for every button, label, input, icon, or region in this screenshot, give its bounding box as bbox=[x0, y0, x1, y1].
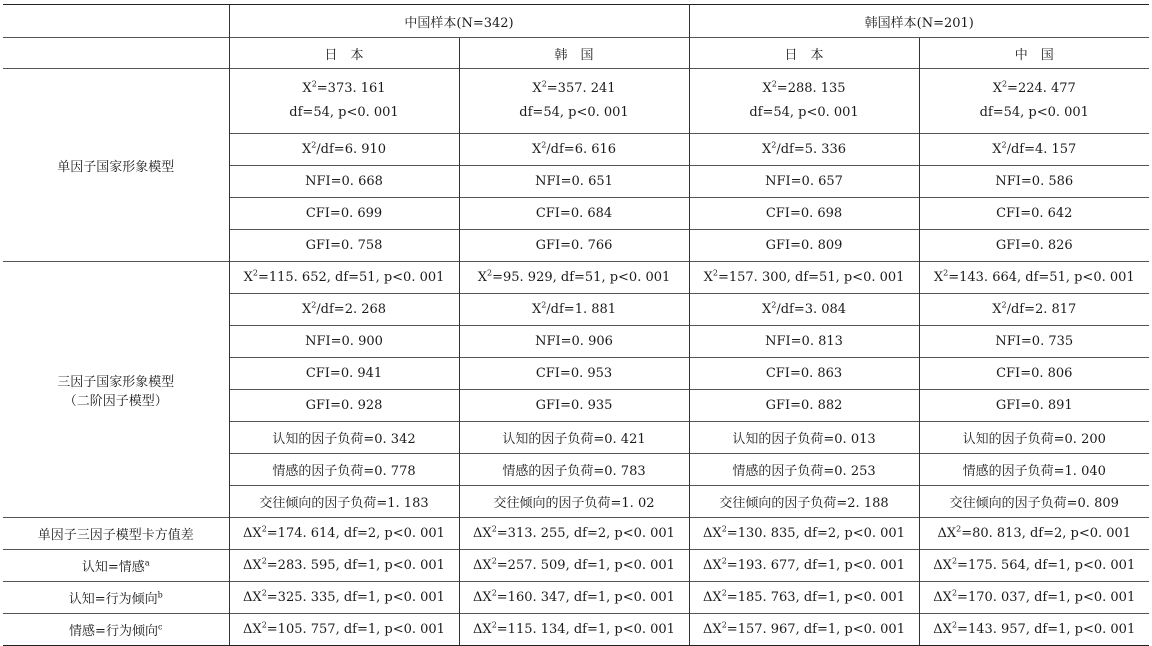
stat-cell: $\Delta X^2=170$. 037, df=1, p<0. 001 bbox=[919, 582, 1149, 614]
stat-cell: $\Delta X^2=257$. 509, df=1, p<0. 001 bbox=[459, 550, 689, 582]
stat-cell: $X^2=357$. 241 df=54, p<0. 001 bbox=[459, 69, 689, 134]
header-target: 中 国 bbox=[919, 38, 1149, 69]
stat-cell: $X^2/df=2$. 268 bbox=[229, 294, 459, 326]
stat-cell: $X^2/df=3$. 084 bbox=[689, 294, 919, 326]
stat-cell: $\Delta X^2=130$. 835, df=2, p<0. 001 bbox=[689, 518, 919, 550]
stat-cell: GFI=0. 758 bbox=[229, 230, 459, 262]
stat-cell: $X^2/df=1$. 881 bbox=[459, 294, 689, 326]
stat-cell: NFI=0. 651 bbox=[459, 166, 689, 198]
comparison-row bbox=[3, 550, 1149, 582]
stat-cell: $X^2=288$. 135 df=54, p<0. 001 bbox=[689, 69, 919, 134]
header-target: 日 本 bbox=[689, 38, 919, 69]
stat-cell: CFI=0. 806 bbox=[919, 358, 1149, 390]
stat-cell: $X^2=157$. 300, df=51, p<0. 001 bbox=[689, 262, 919, 294]
stat-cell: GFI=0. 928 bbox=[229, 390, 459, 422]
stat-cell: $\Delta X^2=313$. 255, df=2, p<0. 001 bbox=[459, 518, 689, 550]
stat-cell: $\Delta X^2=157$. 967, df=1, p<0. 001 bbox=[689, 614, 919, 646]
stat-cell: $X^2=224$. 477 df=54, p<0. 001 bbox=[919, 69, 1149, 134]
stat-cell: GFI=0. 882 bbox=[689, 390, 919, 422]
header-corner bbox=[3, 5, 229, 38]
header-row-samples bbox=[3, 5, 1149, 38]
comparison-label: 认知=情感$^a$ bbox=[3, 550, 229, 582]
stat-cell: GFI=0. 935 bbox=[459, 390, 689, 422]
stat-cell: $X^2/df=2$. 817 bbox=[919, 294, 1149, 326]
stat-cell: NFI=0. 735 bbox=[919, 326, 1149, 358]
stat-cell: $X^2=95$. 929, df=51, p<0. 001 bbox=[459, 262, 689, 294]
stat-cell: CFI=0. 698 bbox=[689, 198, 919, 230]
fit-comparison-table bbox=[3, 4, 1149, 646]
stat-cell: $\Delta X^2=174$. 614, df=2, p<0. 001 bbox=[229, 518, 459, 550]
stat-cell: NFI=0. 586 bbox=[919, 166, 1149, 198]
stat-cell: GFI=0. 826 bbox=[919, 230, 1149, 262]
stat-cell: 情感的因子负荷=1. 040 bbox=[919, 454, 1149, 486]
stat-cell: GFI=0. 891 bbox=[919, 390, 1149, 422]
stat-cell: NFI=0. 900 bbox=[229, 326, 459, 358]
header-china-sample: 中国样本(N=342) bbox=[229, 5, 689, 38]
stat-cell: 交往倾向的因子负荷=1. 183 bbox=[229, 486, 459, 518]
stat-cell: 认知的因子负荷=0. 421 bbox=[459, 422, 689, 454]
single-chisq-row bbox=[3, 69, 1149, 134]
stat-cell: 交往倾向的因子负荷=1. 02 bbox=[459, 486, 689, 518]
stat-cell: $\Delta X^2=193$. 677, df=1, p<0. 001 bbox=[689, 550, 919, 582]
stat-cell: 情感的因子负荷=0. 778 bbox=[229, 454, 459, 486]
stat-cell: NFI=0. 813 bbox=[689, 326, 919, 358]
stat-cell: $X^2=115$. 652, df=51, p<0. 001 bbox=[229, 262, 459, 294]
stat-cell: 认知的因子负荷=0. 200 bbox=[919, 422, 1149, 454]
stat-cell: GFI=0. 809 bbox=[689, 230, 919, 262]
stat-cell: NFI=0. 906 bbox=[459, 326, 689, 358]
stat-cell: 交往倾向的因子负荷=2. 188 bbox=[689, 486, 919, 518]
stat-cell: $\Delta X^2=175$. 564, df=1, p<0. 001 bbox=[919, 550, 1149, 582]
stat-cell: $X^2/df=5$. 336 bbox=[689, 134, 919, 166]
stat-cell: $X^2=373$. 161 df=54, p<0. 001 bbox=[229, 69, 459, 134]
stat-cell: CFI=0. 941 bbox=[229, 358, 459, 390]
stat-cell: $X^2/df=6$. 616 bbox=[459, 134, 689, 166]
header-target: 日 本 bbox=[229, 38, 459, 69]
stat-cell: 情感的因子负荷=0. 253 bbox=[689, 454, 919, 486]
stat-cell: $\Delta X^2=80$. 813, df=2, p<0. 001 bbox=[919, 518, 1149, 550]
stat-cell: CFI=0. 642 bbox=[919, 198, 1149, 230]
comparison-label: 单因子三因子模型卡方值差 bbox=[3, 518, 229, 550]
stat-cell: $\Delta X^2=115$. 134, df=1, p<0. 001 bbox=[459, 614, 689, 646]
stat-cell: 交往倾向的因子负荷=0. 809 bbox=[919, 486, 1149, 518]
stat-cell: CFI=0. 953 bbox=[459, 358, 689, 390]
single-factor-model-label: 单因子国家形象模型 bbox=[3, 69, 229, 262]
stat-cell: $X^2=143$. 664, df=51, p<0. 001 bbox=[919, 262, 1149, 294]
stat-cell: $\Delta X^2=105$. 757, df=1, p<0. 001 bbox=[229, 614, 459, 646]
stat-cell: $X^2/df=4$. 157 bbox=[919, 134, 1149, 166]
stat-cell: $\Delta X^2=185$. 763, df=1, p<0. 001 bbox=[689, 582, 919, 614]
comparison-row bbox=[3, 518, 1149, 550]
stat-cell: 认知的因子负荷=0. 013 bbox=[689, 422, 919, 454]
comparison-label: 情感=行为倾向$^c$ bbox=[3, 614, 229, 646]
stat-cell: NFI=0. 657 bbox=[689, 166, 919, 198]
comparison-label: 认知=行为倾向$^b$ bbox=[3, 582, 229, 614]
header-row-targets bbox=[3, 38, 1149, 69]
stat-cell: $\Delta X^2=325$. 335, df=1, p<0. 001 bbox=[229, 582, 459, 614]
header-target: 韩 国 bbox=[459, 38, 689, 69]
header-corner-2 bbox=[3, 38, 229, 69]
three-chisq-row bbox=[3, 262, 1149, 294]
stat-cell: 情感的因子负荷=0. 783 bbox=[459, 454, 689, 486]
stat-cell: $X^2/df=6$. 910 bbox=[229, 134, 459, 166]
stat-cell: GFI=0. 766 bbox=[459, 230, 689, 262]
comparison-row bbox=[3, 582, 1149, 614]
stat-cell: $\Delta X^2=160$. 347, df=1, p<0. 001 bbox=[459, 582, 689, 614]
stat-cell: NFI=0. 668 bbox=[229, 166, 459, 198]
stat-cell: CFI=0. 863 bbox=[689, 358, 919, 390]
three-factor-model-label: 三因子国家形象模型 （二阶因子模型） bbox=[3, 262, 229, 518]
stat-cell: $\Delta X^2=143$. 957, df=1, p<0. 001 bbox=[919, 614, 1149, 646]
stat-cell: $\Delta X^2=283$. 595, df=1, p<0. 001 bbox=[229, 550, 459, 582]
stat-cell: CFI=0. 684 bbox=[459, 198, 689, 230]
stat-cell: CFI=0. 699 bbox=[229, 198, 459, 230]
header-korea-sample: 韩国样本(N=201) bbox=[689, 5, 1149, 38]
stat-cell: 认知的因子负荷=0. 342 bbox=[229, 422, 459, 454]
